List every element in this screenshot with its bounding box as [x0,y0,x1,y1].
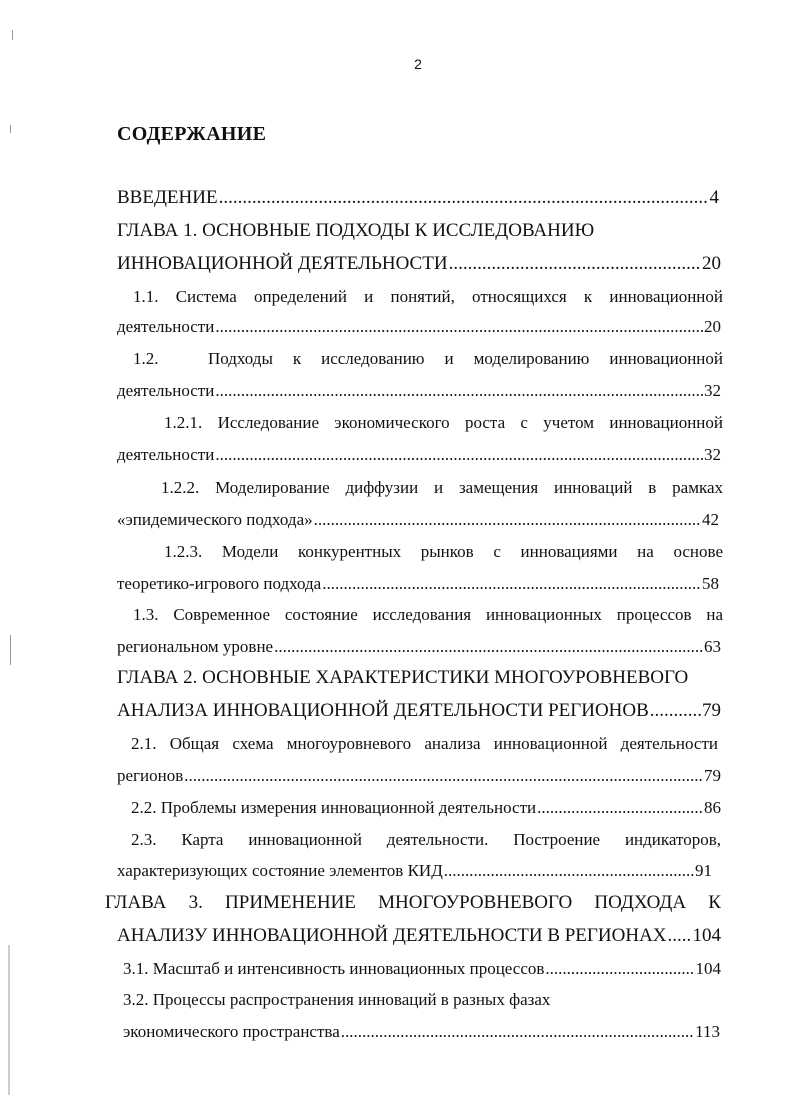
toc-entry-1-2-1[interactable] [164,409,723,437]
toc-entry-1-2-number [133,345,203,373]
toc-leader-dots [449,250,701,278]
toc-entry-1-2-3-cont[interactable] [117,570,719,598]
toc-entry-1-2-cont[interactable] [117,377,721,405]
toc-entry-text: «эпидемического подхода» [117,510,313,529]
toc-entry-1-3[interactable] [133,601,723,629]
toc-entry-text: экономического пространства [123,1022,340,1041]
toc-entry-text: ГЛАВА 2. ОСНОВНЫЕ ХАРАКТЕРИСТИКИ МНОГОУРОВНЕВОГО [117,667,689,688]
toc-entry-text: характеризующих состояние элементов КИД [117,861,443,880]
toc-entry-chapter-2-cont[interactable] [117,697,721,725]
toc-entry-text: 1.1. Система определений и понятий, относящихся к инновационной [133,287,723,306]
toc-leader-dots [537,794,703,822]
toc-entry-2-1[interactable] [131,730,718,758]
toc-entry-page: 104 [695,959,721,978]
toc-entry-text: ВВЕДЕНИЕ [117,187,218,208]
toc-entry-text: АНАЛИЗА ИННОВАЦИОННОЙ ДЕЯТЕЛЬНОСТИ РЕГИОНОВ [117,700,649,721]
toc-entry-text: ГЛАВА 3. ПРИМЕНЕНИЕ МНОГОУРОВНЕВОГО ПОДХОДА К [105,892,721,913]
toc-entry-chapter-3[interactable] [105,889,721,917]
toc-entry-text: 1.2.1. Исследование экономического роста с учетом инновационной [164,413,723,432]
toc-entry-text: 1.3. Современное состояние исследования инновационных процессов на [133,605,723,624]
toc-leader-dots [668,922,692,950]
toc-leader-dots [215,313,703,341]
toc-entry-1-2[interactable] [208,345,723,373]
toc-entry-text: деятельности [117,317,215,336]
toc-entry-text: Подходы к исследованию и моделированию инновационной [208,349,723,368]
toc-entry-page: 104 [692,925,721,946]
toc-entry-number: 1.2. [133,349,159,368]
toc-entry-page: 32 [704,381,721,400]
toc-entry-text: 3.2. Процессы распространения инноваций в разных фазах [123,990,551,1009]
toc-entry-2-3-cont[interactable] [117,857,712,885]
toc-entry-text: ГЛАВА 1. ОСНОВНЫЕ ПОДХОДЫ К ИССЛЕДОВАНИЮ [117,220,595,241]
toc-leader-dots [184,762,703,790]
toc-leader-dots [341,1018,694,1046]
toc-leader-dots [215,377,703,405]
toc-entry-text: 2.3. Карта инновационной деятельности. Построение индикаторов, [131,830,721,849]
toc-leader-dots [215,441,703,469]
toc-leader-dots [650,697,701,725]
scan-artifact [12,30,13,40]
scan-artifact [8,945,10,1095]
toc-entry-1-2-2-cont[interactable] [117,506,719,534]
toc-entry-1-1-cont[interactable] [117,313,721,341]
toc-entry-3-1[interactable] [123,955,721,983]
toc-entry-1-3-cont[interactable] [117,633,721,661]
toc-entry-text: АНАЛИЗУ ИННОВАЦИОННОЙ ДЕЯТЕЛЬНОСТИ В РЕГИОНАХ [117,925,667,946]
toc-entry-text: 1.2.2. Моделирование диффузии и замещения инноваций в рамках [161,478,723,497]
toc-entry-page: 86 [704,798,721,817]
toc-entry-text: 2.2. Проблемы измерения инновационной деятельности [131,798,537,817]
toc-entry-text: 2.1. Общая схема многоуровневого анализа инновационной деятельности [131,734,718,753]
toc-entry-chapter-3-cont[interactable] [117,922,721,950]
toc-entry-1-2-2[interactable] [161,474,723,502]
toc-entry-text: региональном уровне [117,637,274,656]
toc-entry-page: 91 [695,861,712,880]
toc-entry-text: регионов [117,766,184,785]
toc-entry-page: 58 [702,574,719,593]
toc-entry-page: 20 [702,253,721,274]
toc-entry-page: 4 [709,187,719,208]
toc-leader-dots [444,857,694,885]
toc-entry-1-2-1-cont[interactable] [117,441,721,469]
toc-entry-page: 79 [704,766,721,785]
toc-entry-page: 79 [702,700,721,721]
toc-leader-dots [545,955,694,983]
toc-entry-text: деятельности [117,381,215,400]
page-number: 2 [414,56,422,72]
toc-entry-1-2-3[interactable] [164,538,723,566]
toc-leader-dots [274,633,703,661]
toc-entry-2-1-cont[interactable] [117,762,721,790]
toc-entry-page: 113 [695,1022,720,1041]
toc-entry-intro[interactable] [117,184,719,212]
toc-entry-text: 1.2.3. Модели конкурентных рынков с инновациями на основе [164,542,723,561]
toc-entry-chapter-1-cont[interactable] [117,250,721,278]
toc-leader-dots [322,570,701,598]
toc-entry-3-2-cont[interactable] [123,1018,720,1046]
toc-entry-chapter-2[interactable] [117,664,719,692]
toc-entry-chapter-1[interactable] [117,217,719,245]
toc-entry-text: 3.1. Масштаб и интенсивность инновационных процессов [123,959,545,978]
toc-entry-1-1[interactable] [133,283,723,311]
toc-entry-2-2[interactable] [131,794,721,822]
scan-artifact [10,635,11,665]
toc-leader-dots [219,184,709,212]
toc-entry-2-3[interactable] [131,826,721,854]
toc-leader-dots [314,506,701,534]
toc-entry-text: деятельности [117,445,215,464]
page-title: СОДЕРЖАНИЕ [117,123,267,145]
toc-entry-text: ИННОВАЦИОННОЙ ДЕЯТЕЛЬНОСТИ [117,253,448,274]
toc-entry-page: 63 [704,637,721,656]
toc-entry-3-2[interactable] [123,986,703,1014]
toc-entry-text: теоретико-игрового подхода [117,574,322,593]
toc-entry-page: 42 [702,510,719,529]
toc-entry-page: 20 [704,317,721,336]
scan-artifact [10,125,11,133]
toc-entry-page: 32 [704,445,721,464]
